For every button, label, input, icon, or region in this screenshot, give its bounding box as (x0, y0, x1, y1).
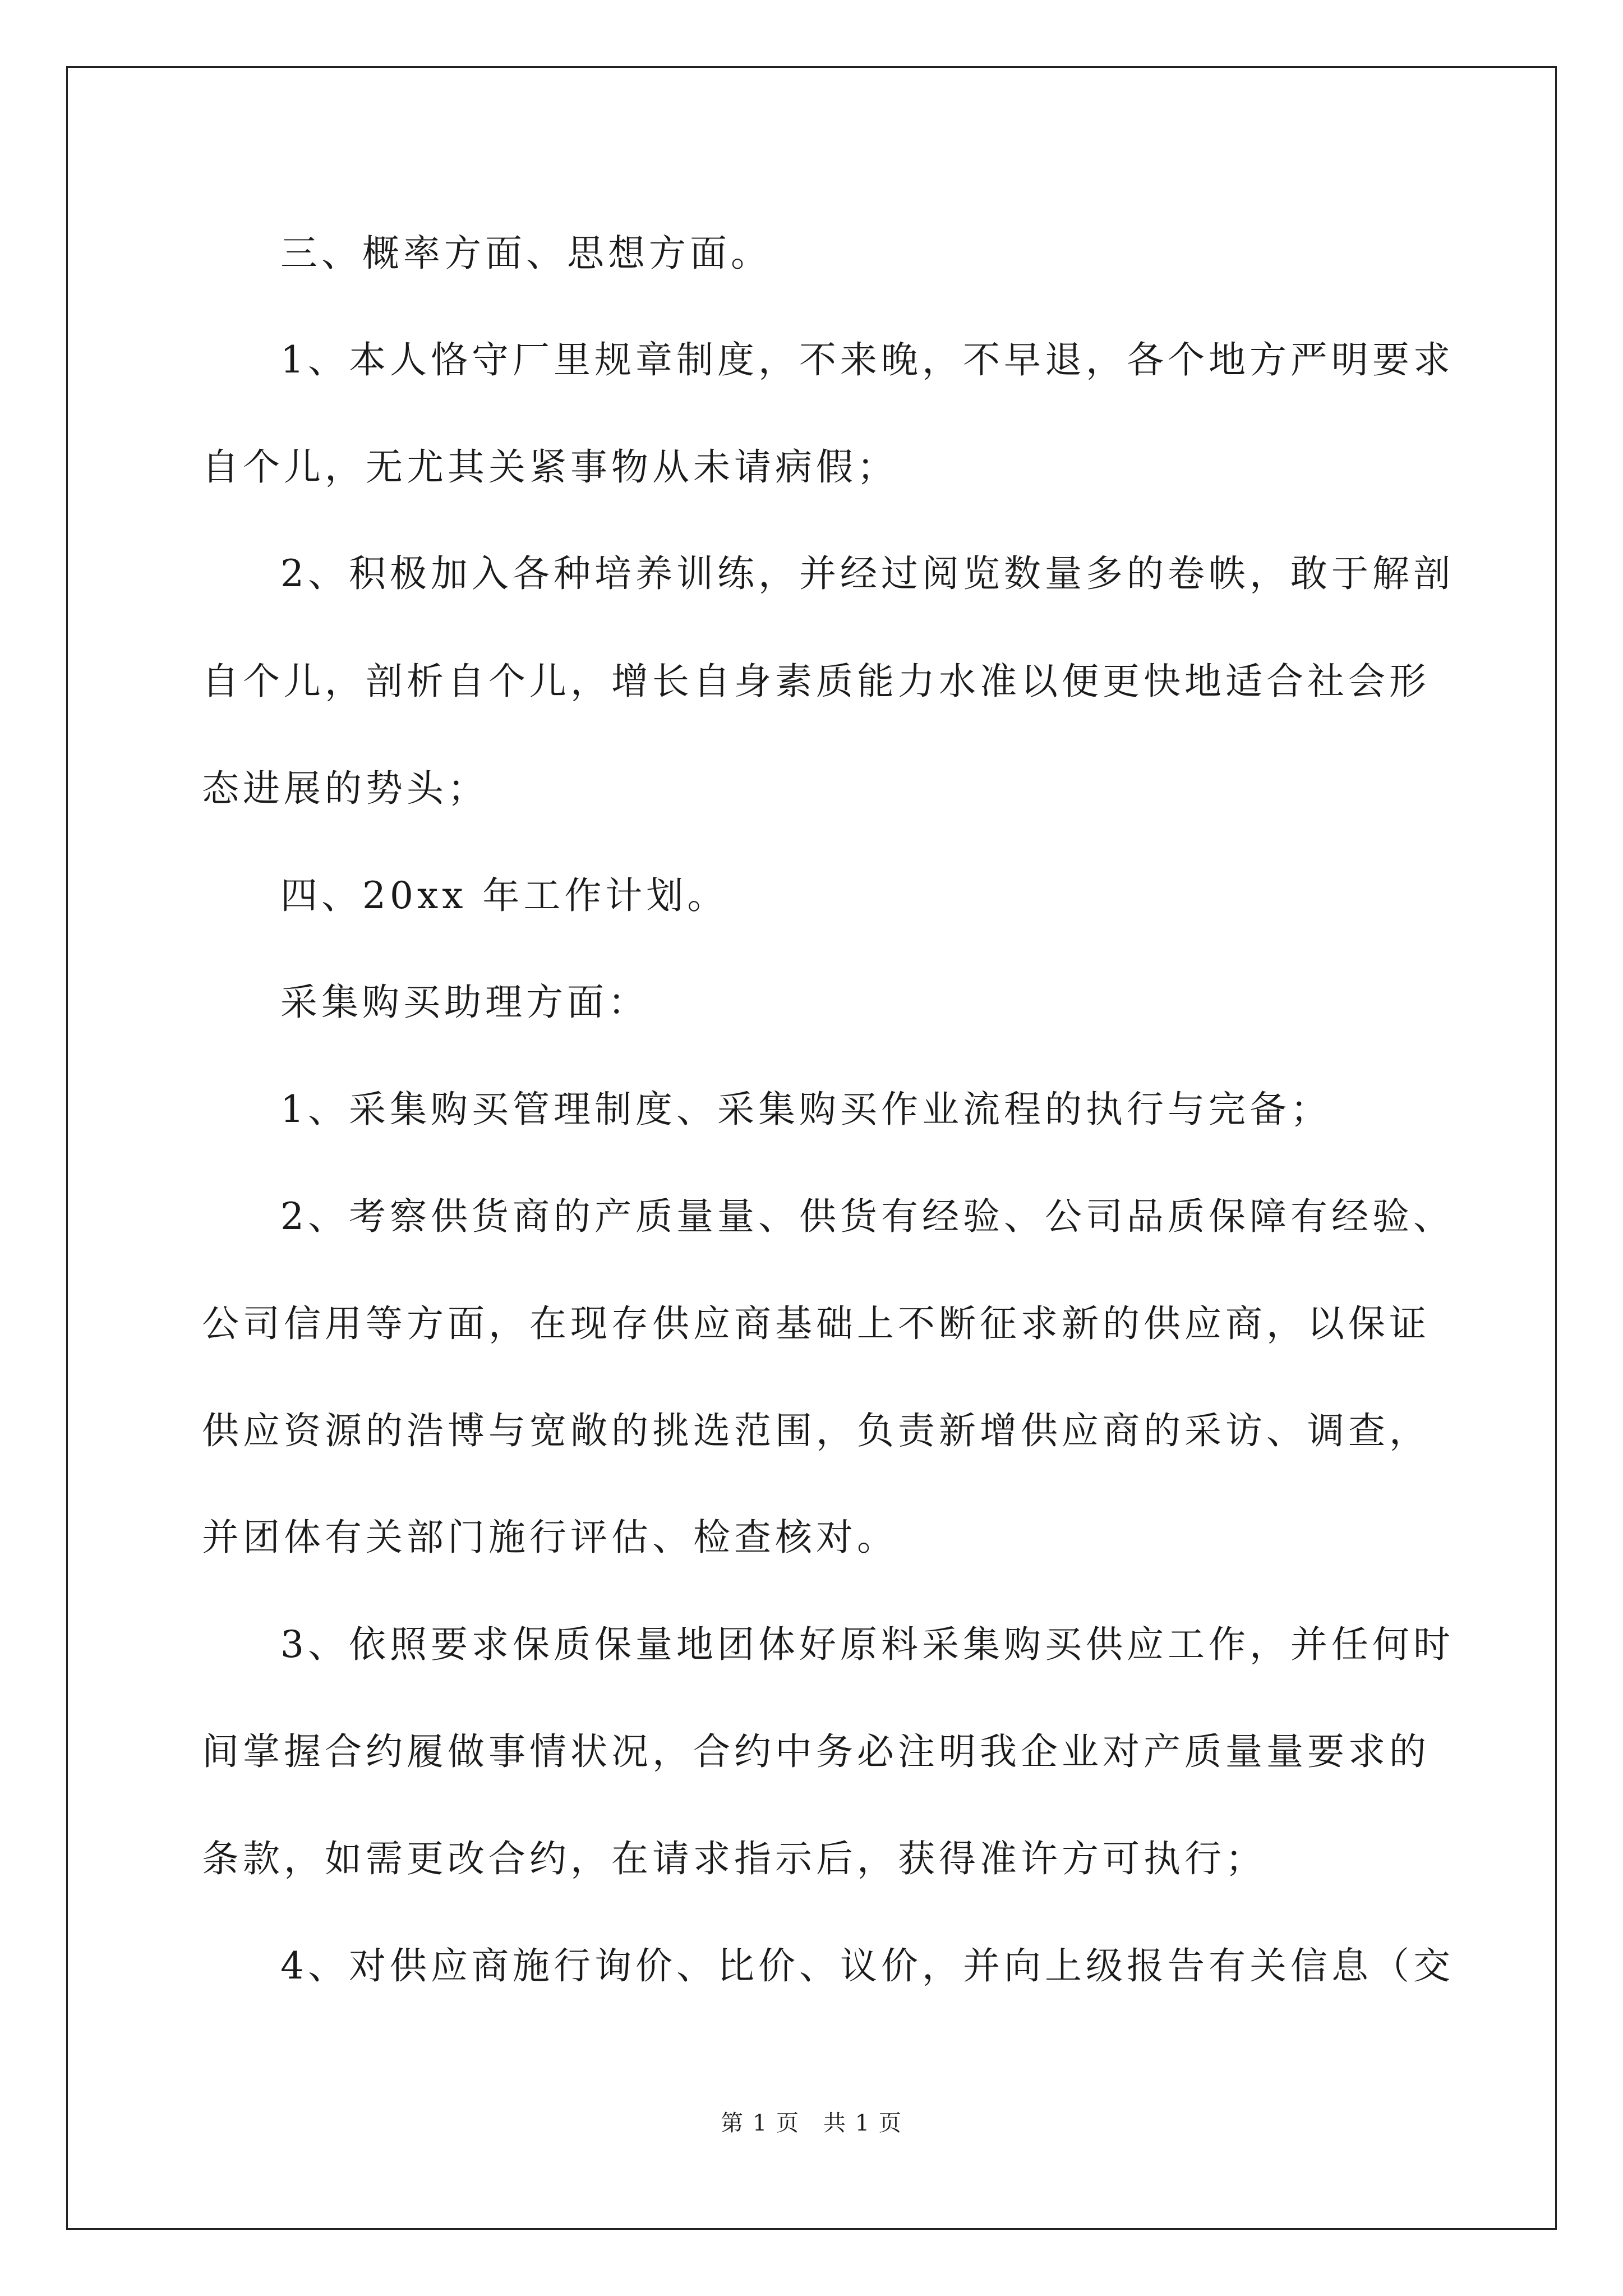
section-heading-4: 四、20xx 年工作计划。 (280, 874, 728, 917)
paragraph-line: 4、对供应商施行询价、比价、议价，并向上级报告有关信息（交 (280, 1944, 1454, 1987)
paragraph-line: 2、考察供货商的产质量量、供货有经验、公司品质保障有经验、 (280, 1195, 1454, 1238)
paragraph-line: 公司信用等方面，在现存供应商基础上不断征求新的供应商，以保证 (202, 1302, 1430, 1345)
paragraph-line: 1、本人恪守厂里规章制度，不来晚，不早退，各个地方严明要求 (280, 338, 1454, 381)
paragraph-line: 2、积极加入各种培养训练，并经过阅览数量多的卷帙，敢于解剖 (280, 552, 1454, 595)
paragraph-line: 并团体有关部门施行评估、检查核对。 (202, 1516, 898, 1559)
paragraph-line: 供应资源的浩博与宽敞的挑选范围，负责新增供应商的采访、调查， (202, 1409, 1430, 1452)
paragraph-line: 态进展的势头； (202, 767, 488, 810)
paragraph-line: 条款，如需更改合约，在请求指示后，获得准许方可执行； (202, 1837, 1266, 1880)
subsection-heading: 采集购买助理方面： (280, 981, 649, 1024)
paragraph-line: 1、采集购买管理制度、采集购买作业流程的执行与完备； (280, 1088, 1331, 1131)
paragraph-line: 间掌握合约履做事情状况，合约中务必注明我企业对产质量量要求的 (202, 1730, 1430, 1773)
paragraph-line: 自个儿，剖析自个儿，增长自身素质能力水准以便更快地适合社会形 (202, 660, 1430, 703)
page-footer: 第 1 页 共 1 页 (721, 2110, 902, 2136)
paragraph-line: 自个儿，无尤其关紧事物从未请病假； (202, 445, 898, 489)
page-border (66, 66, 1557, 2230)
section-heading-3: 三、概率方面、思想方面。 (280, 232, 772, 275)
paragraph-line: 3、依照要求保质保量地团体好原料采集购买供应工作，并任何时 (280, 1623, 1454, 1666)
